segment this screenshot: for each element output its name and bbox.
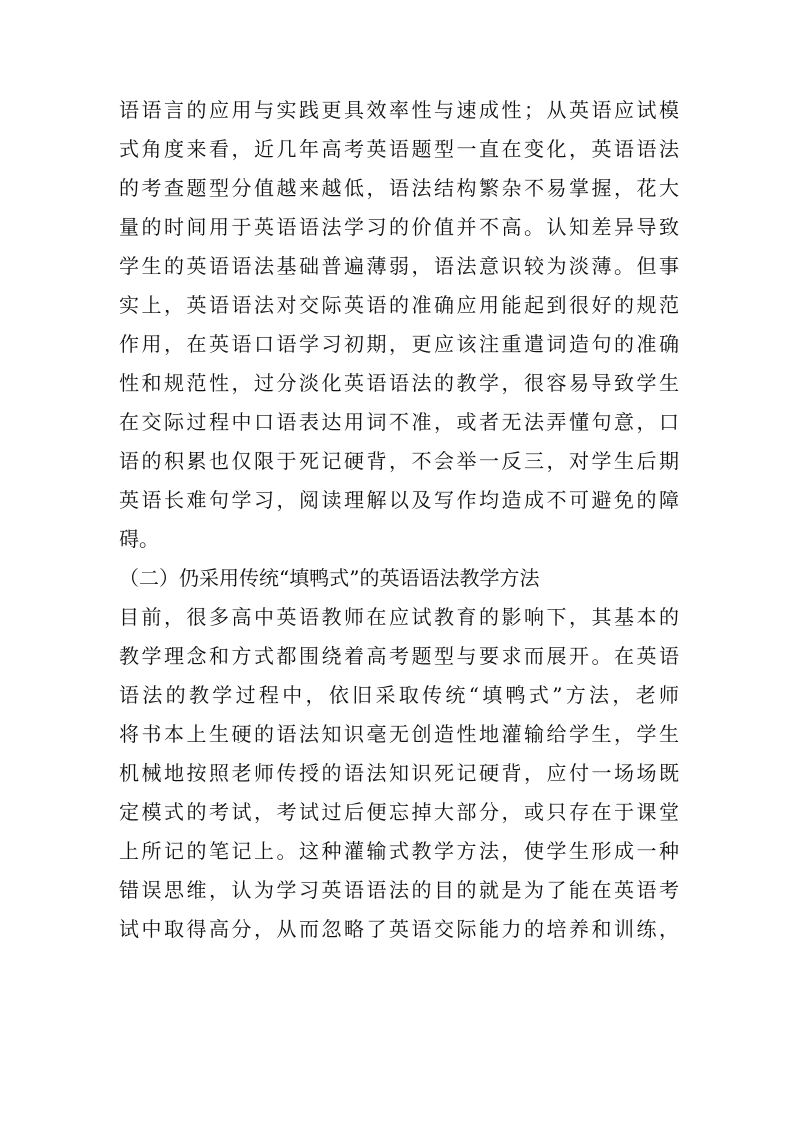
text-line: 教学理念和方式都围绕着高考题型与要求而展开。在英语 bbox=[119, 644, 679, 668]
text-line: 语的积累也仅限于死记硬背，不会举一反三，对学生后期 bbox=[119, 449, 679, 473]
text-line: 英语长难句学习，阅读理解以及写作均造成不可避免的障 bbox=[119, 488, 679, 512]
section-heading: （二）仍采用传统“填鸭式”的英语语法教学方法 bbox=[119, 566, 540, 590]
text-line: 将书本上生硬的语法知识毫无创造性地灌输给学生，学生 bbox=[119, 722, 679, 746]
text-line: 学生的英语语法基础普遍薄弱，语法意识较为淡薄。但事 bbox=[119, 254, 679, 278]
text-line: 实上，英语语法对交际英语的准确应用能起到很好的规范 bbox=[119, 293, 679, 317]
text-line: 机械地按照老师传授的语法知识死记硬背，应付一场场既 bbox=[119, 761, 679, 785]
text-line: 在交际过程中口语表达用词不准，或者无法弄懂句意，口 bbox=[119, 410, 679, 434]
text-line: 定模式的考试，考试过后便忘掉大部分，或只存在于课堂 bbox=[119, 800, 679, 824]
text-line: 量的时间用于英语语法学习的价值并不高。认知差异导致 bbox=[119, 215, 679, 239]
paragraph-end-line: 碍。 bbox=[119, 527, 159, 551]
text-line: 错误思维，认为学习英语语法的目的就是为了能在英语考 bbox=[119, 878, 679, 902]
text-line: 试中取得高分，从而忽略了英语交际能力的培养和训练， bbox=[119, 917, 679, 941]
text-line: 式角度来看，近几年高考英语题型一直在变化，英语语法 bbox=[119, 137, 679, 161]
text-line: 作用，在英语口语学习初期，更应该注重遣词造句的准确 bbox=[119, 332, 679, 356]
body-text bbox=[119, 91, 679, 949]
text-line: 性和规范性，过分淡化英语语法的教学，很容易导致学生 bbox=[119, 371, 679, 395]
text-line: 目前，很多高中英语教师在应试教育的影响下，其基本的 bbox=[119, 605, 679, 629]
text-line: 语语言的应用与实践更具效率性与速成性；从英语应试模 bbox=[119, 98, 679, 122]
text-line: 的考查题型分值越来越低，语法结构繁杂不易掌握，花大 bbox=[119, 176, 679, 200]
text-line: 上所记的笔记上。这种灌输式教学方法，使学生形成一种 bbox=[119, 839, 679, 863]
text-line: 语法的教学过程中，依旧采取传统“填鸭式”方法，老师 bbox=[119, 683, 679, 707]
